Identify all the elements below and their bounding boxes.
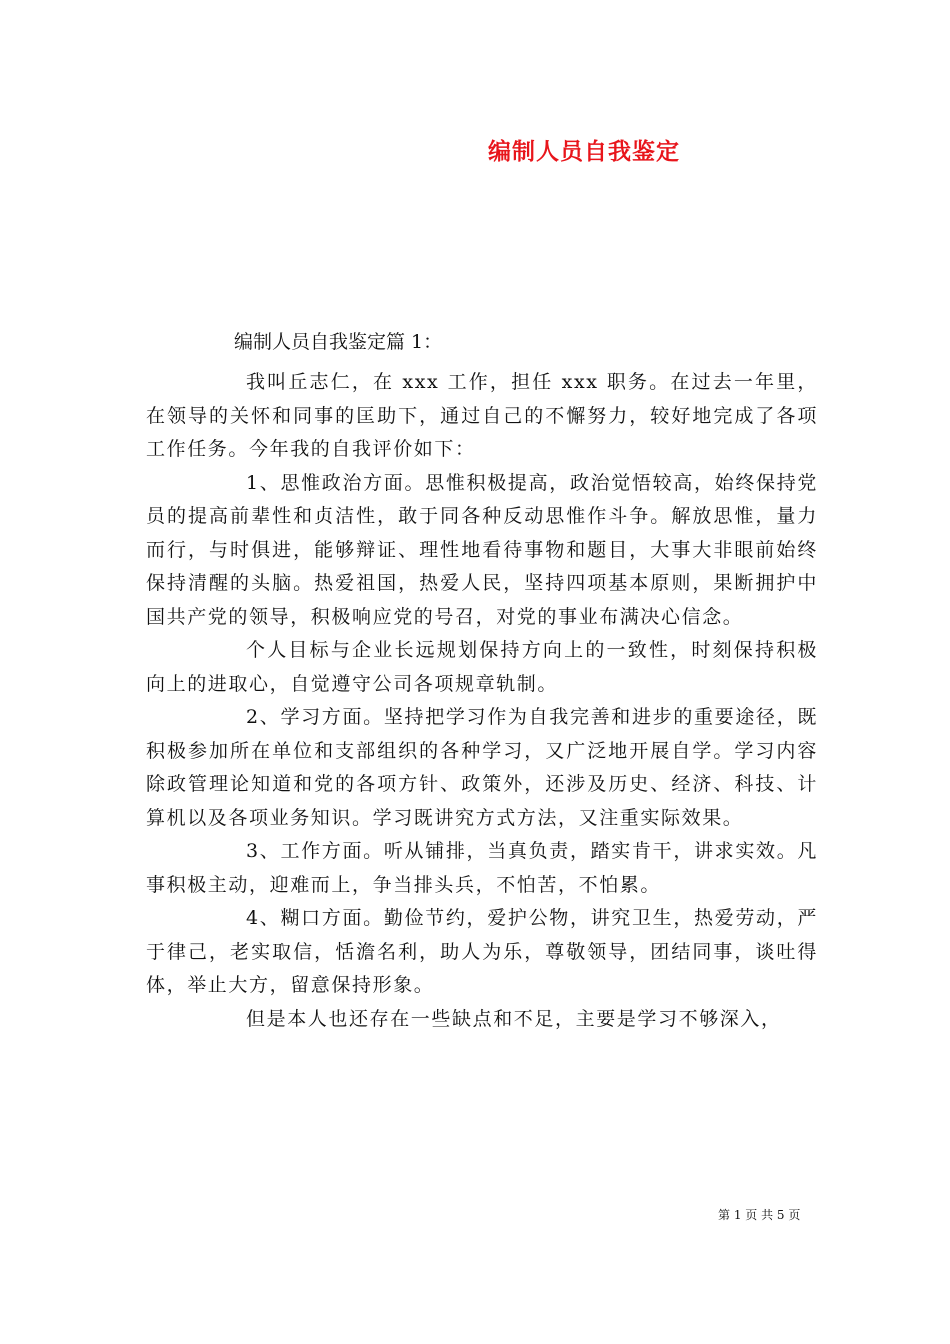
paragraph-life: 4、糊口方面。勤俭节约，爱护公物，讲究卫生，热爱劳动，严于律己，老实取信，恬澹名利，助人为乐，尊敬领导，团结同事，谈吐得体，举止大方，留意保持形象。 [146,907,818,996]
section-heading: 编制人员自我鉴定篇 1： [234,331,443,353]
document-body [146,366,818,1036]
paragraph-study: 2、学习方面。坚持把学习作为自我完善和进步的重要途径，既积极参加所在单位和支部组织的各种学习，又广泛地开展自学。学习内容除政管理论知道和党的各项方针、政策外，还涉及历史、经济、科技、计算机以及各项业务知识。学习既讲究方式方法，又注重实际效果。 [146,706,818,829]
paragraph-work: 3、工作方面。听从铺排，当真负责，踏实肯干，讲求实效。凡事积极主动，迎难而上，争当排头兵，不怕苦，不怕累。 [146,840,818,896]
document-title: 编制人员自我鉴定 [488,138,680,165]
paragraph-goals: 个人目标与企业长远规划保持方向上的一致性，时刻保持积极向上的进取心，自觉遵守公司各项规章轨制。 [146,639,818,695]
paragraph-intro: 我叫丘志仁，在 xxx 工作，担任 xxx 职务。在过去一年里，在领导的关怀和同事的匡助下，通过自己的不懈努力，较好地完成了各项工作任务。今年我的自我评价如下： [146,371,818,460]
paragraph-shortcomings: 但是本人也还存在一些缺点和不足，主要是学习不够深入， [246,1007,782,1030]
paragraph-politics: 1、思惟政治方面。思惟积极提高，政治觉悟较高，始终保持党员的提高前辈性和贞洁性，敢于同各种反动思惟作斗争。解放思惟，量力而行，与时俱进，能够辩证、理性地看待事物和题目，大事大非眼前始终保持清醒的头脑。热爱祖国，热爱人民，坚持四项基本原则，果断拥护中国共产党的领导，积极响应党的号召，对党的事业布满决心信念。 [146,471,818,628]
page-footer: 第 1 页 共 5 页 [718,1208,801,1222]
